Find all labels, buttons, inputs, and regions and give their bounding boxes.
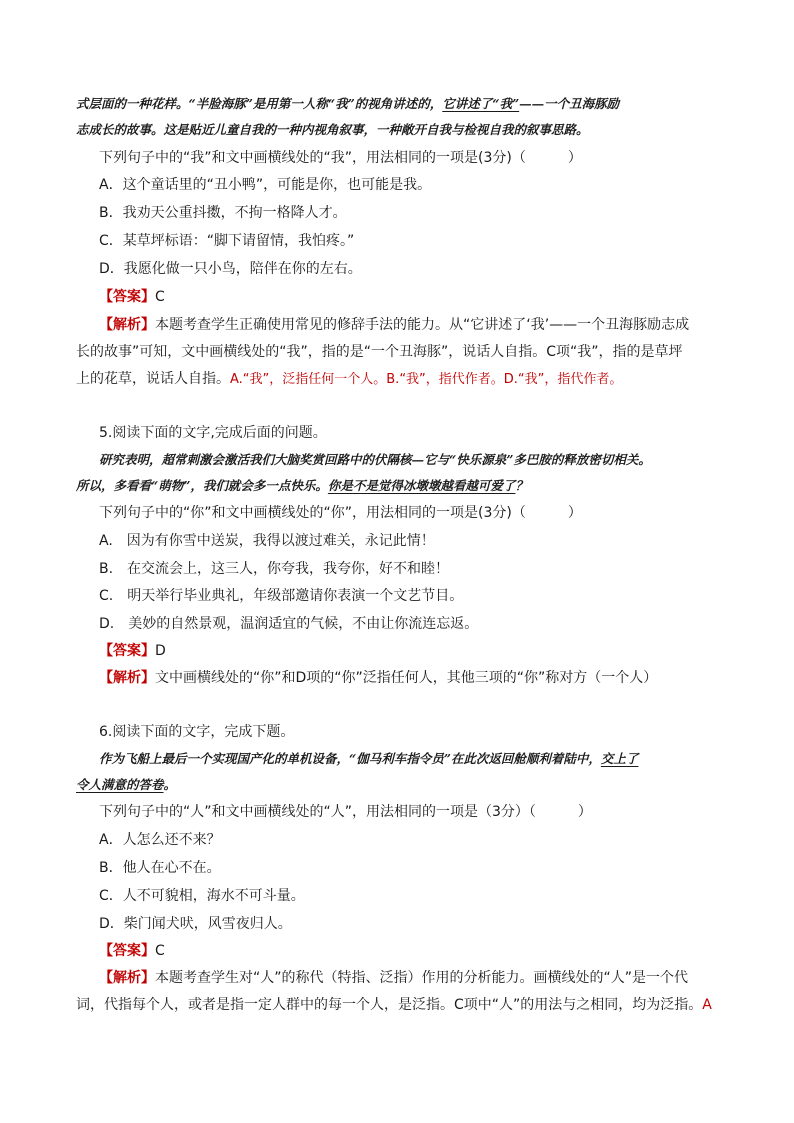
q5-analysis [99,668,657,688]
q5-passage-line-2 [76,476,528,496]
intro-text: ——一个丑海豚励 [519,96,620,111]
q5-answer [99,641,166,661]
q4-option-b: B．我劝天公重抖擞，不拘一格降人才。 [99,205,347,221]
q4-analysis-line-3 [76,369,622,390]
q6-option-d: D．柴门闻犬吠，风雪夜归人。 [99,916,292,932]
q5-option-a: A. 因为有你雪中送炭，我得以渡过难关，永记此情！ [99,533,435,549]
passage-text: 所以，多看看“萌物”，我们就会多一点快乐。 [76,478,328,493]
q6-option-a: A．人怎么还不来？ [99,832,221,848]
q4-answer [99,287,165,307]
answer-tag: 【答案】 [99,289,155,305]
underlined-phrase: 令人满意的答卷 [76,777,164,792]
q4-analysis-line-2: 长的故事”可知，文中画横线处的“我”，指的是“一个丑海豚”，说话人自指。C项“我”，指的是草坪 [76,344,683,360]
passage-text: ？ [515,478,528,493]
passage-text: 。 [163,777,177,792]
analysis-text: 文中画横线处的“你”和D项的“你”泛指任何人，其他三项的“你”称对方（一个人） [155,670,658,686]
analysis-text: 本题考查学生对“人”的称代（特指、泛指）作用的分析能力。画横线处的“人”是一个代 [155,970,689,986]
underlined-phrase: 你是不是觉得冰墩墩越看越可爱了 [327,478,516,493]
passage-text: 作为飞船上最后一个实现国产化的单机设备，“伽马利车指令员”在此次返回舱顺利着陆中， [99,751,601,766]
q6-title: 6.阅读下面的文字，完成下题。 [99,724,295,740]
q5-passage-line-1: 研究表明，超常刺激会激活我们大脑奖赏回路中的伏隔核—它与“快乐源泉”多巴胺的释放密切相关。 [99,452,651,467]
q6-analysis-line-2 [76,995,712,1015]
analysis-tag: 【解析】 [99,970,155,986]
analysis-text: 词，代指每个人，或者是指一定人群中的每一个人，是泛指。C项中“人”的用法与之相同，均为泛指。 [76,997,703,1013]
intro-line-2: 志成长的故事。这是贴近儿童自我的一种内视角叙事，一种敞开自我与检视自我的叙事思路。 [76,122,589,137]
answer-tag: 【答案】 [99,643,155,659]
q6-option-b: B．他人在心不在。 [99,860,221,876]
analysis-tag: 【解析】 [99,317,155,333]
q6-passage-line-2 [76,775,176,795]
q6-option-c: C．人不可貌相，海水不可斗量。 [99,888,305,904]
underlined-phrase: 它讲述了“我” [442,96,520,111]
q4-question: 下列句子中的“我”和文中画横线处的“我”，用法相同的一项是(3分)（ ） [99,150,582,166]
underlined-phrase: 交上了 [600,751,639,766]
analysis-text: 上的花草，说话人自指。 [76,371,230,387]
q5-option-c: C. 明天举行毕业典礼，年级部邀请你表演一个文艺节目。 [99,588,464,604]
q5-option-d: D. 美妙的自然景观，温润适宜的气候，不由让你流连忘返。 [99,616,479,632]
analysis-tag: 【解析】 [99,670,155,686]
intro-line-1 [76,94,619,114]
answer-value: C [155,943,165,959]
q6-question: 下列句子中的“人”和文中画横线处的“人”，用法相同的一项是（3分）（ ） [99,804,592,820]
q4-option-d: D．我愿化做一只小鸟，陪伴在你的左右。 [99,261,362,277]
answer-value: D [155,643,166,659]
intro-text: 式层面的一种花样。“半脸海豚”是用第一人称“我”的视角讲述的， [76,96,443,111]
q6-passage-line-1 [99,749,638,769]
analysis-red-text: A.“我”，泛指任何一个人。B.“我”，指代作者。D.“我”，指代作者。 [230,372,623,387]
analysis-text: 本题考查学生正确使用常见的修辞手法的能力。从“它讲述了‘我’——一个丑海豚励志成 [155,317,690,333]
answer-value: C [155,289,165,305]
q6-answer [99,941,165,961]
q5-title: 5.阅读下面的文字,完成后面的问题。 [99,425,327,441]
q5-option-b: B. 在交流会上，这三人，你夸我，我夸你，好不和睦！ [99,561,450,577]
q4-option-c: C．某草坪标语：“脚下请留情，我怕疼。” [99,233,355,249]
q4-option-a: A．这个童话里的“丑小鸭”，可能是你，也可能是我。 [99,177,432,193]
analysis-red-text: A [702,997,712,1013]
q4-analysis-line-1 [99,315,689,335]
q5-question: 下列句子中的“你”和文中画横线处的“你”，用法相同的一项是(3分)（ ） [99,505,582,521]
q6-analysis-line-1 [99,968,688,988]
answer-tag: 【答案】 [99,943,155,959]
